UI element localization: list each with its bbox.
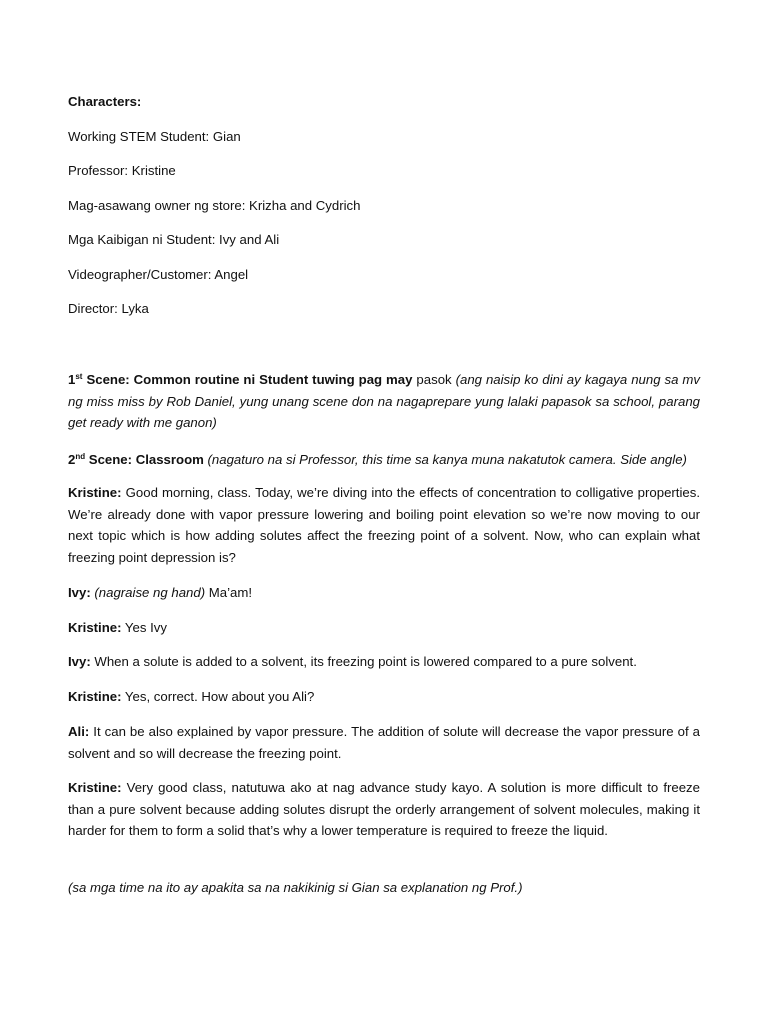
character-entry: Professor: Kristine xyxy=(68,163,176,178)
characters-heading: Characters: xyxy=(68,94,142,109)
dialogue-text: Yes Ivy xyxy=(121,620,167,635)
character-entry: Mag-asawang owner ng store: Krizha and Cydrich xyxy=(68,198,361,213)
speaker-name: Ivy: xyxy=(68,585,91,600)
dialogue-line xyxy=(68,686,700,708)
scene-ordinal: st xyxy=(75,372,83,381)
character-entry: Videographer/Customer: Angel xyxy=(68,267,249,282)
speaker-name: Kristine: xyxy=(68,780,122,795)
scene-2-heading xyxy=(68,449,700,471)
scene-text: pasok xyxy=(412,372,456,387)
closing-stage-direction: (sa mga time na ito ay apakita sa na nakikinig si Gian sa explanation ng Prof.) xyxy=(68,880,523,895)
dialogue-text: Good morning, class. Today, we’re diving into the effects of concentration to colligative properties. We’re already done with vapor pressure lowering and boiling point elevation so we’re now moving to our next topic which is how adding solutes affect the freezing point of a solvent. Now, who can explain what freezing point depression is? xyxy=(68,485,700,565)
dialogue-text: It can be also explained by vapor pressure. The addition of solute will decrease the vapor pressure of a solvent and so will decrease the freezing point. xyxy=(68,724,700,761)
scene-number: 1 xyxy=(68,372,76,387)
speaker-name: Ivy: xyxy=(68,654,91,669)
dialogue-line xyxy=(68,482,700,568)
speaker-name: Kristine: xyxy=(68,689,122,704)
scene-ordinal: nd xyxy=(75,452,86,461)
dialogue-text: Very good class, natutuwa ako at nag advance study kayo. A solution is more difficult to freeze than a pure solvent because adding solutes disrupt the orderly arrangement of solvent molecules, making it harder for them to form a solid that’s why a lower temperature is required to freeze the liquid. xyxy=(68,780,700,839)
dialogue-text: Ma’am! xyxy=(205,585,253,600)
speaker-name: Ali: xyxy=(68,724,90,739)
character-entry: Director: Lyka xyxy=(68,301,149,316)
scene-direction: (nagaturo na si Professor, this time sa kanya muna nakatutok camera. Side angle) xyxy=(203,452,687,467)
character-entry: Mga Kaibigan ni Student: Ivy and Ali xyxy=(68,232,280,247)
scene-title: Scene: Common routine ni Student tuwing pag may xyxy=(82,372,413,387)
speaker-name: Kristine: xyxy=(68,485,122,500)
dialogue-text: Yes, correct. How about you Ali? xyxy=(121,689,315,704)
dialogue-line xyxy=(68,582,700,604)
dialogue-line xyxy=(68,651,700,673)
speaker-name: Kristine: xyxy=(68,620,122,635)
dialogue-line xyxy=(68,617,700,639)
stage-direction: (nagraise ng hand) xyxy=(90,585,206,600)
scene-direction: (ang naisip ko dini ay kagaya nung sa mv ng miss miss by Rob Daniel, yung unang scene don na nagaprepare yung lalaki papasok sa school, parang get ready with me ganon) xyxy=(68,372,700,431)
character-entry: Working STEM Student: Gian xyxy=(68,129,241,144)
scene-title: Scene: Classroom xyxy=(85,452,204,467)
scene-1-heading xyxy=(68,369,700,434)
dialogue-line xyxy=(68,777,700,842)
dialogue-text: When a solute is added to a solvent, its freezing point is lowered compared to a pure solvent. xyxy=(90,654,637,669)
dialogue-line xyxy=(68,721,700,764)
scene-number: 2 xyxy=(68,452,76,467)
